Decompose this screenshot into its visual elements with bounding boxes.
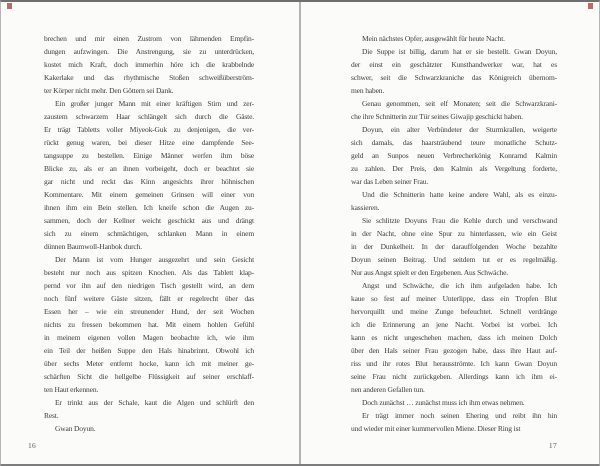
text-line: ein Teil der heißen Suppe den Hals hinabrinnt. Obwohl ich — [44, 346, 254, 355]
text-line: men haben. — [351, 86, 385, 95]
text-line: ten Haut erkennen. — [44, 385, 99, 394]
text-line: Blicke zu, als er an ihnen vorbeigeht, doch er beachtet sie — [44, 164, 254, 173]
text-line: Doyun, ein alter Verbündeter der Sturmkrallen, weigerte — [362, 125, 557, 134]
text-line: schwer, seit die Schwarzkraniche das Königreich übernom- — [351, 73, 557, 82]
text-line: Sie schlitzte Doyuns Frau die Kehle durch und verschwand — [362, 216, 557, 225]
text-line: Genau genommen, seit elf Monaten; seit die Schwarzkrani- — [362, 99, 557, 108]
text-line: dungen aufzwingen. Die Anstrengung, sie zu unterdrücken, — [44, 47, 254, 56]
text-line: kann es nicht ungeschehen machen, dass ich meinen Dolch — [351, 333, 557, 342]
text-line: in der Nacht, ohne eine Spur zu hinterlassen, wie ein Geist — [351, 229, 557, 238]
text-line: dünnen Baumwoll-Hanbok durch. — [44, 242, 142, 251]
text-line: gar nicht und reckt das Kinn angesichts ihrer höhnischen — [44, 177, 254, 186]
text-line: sammen, doch der Kellner weicht geschickt aus und drängt — [44, 216, 254, 225]
text-line: der einst ein geschätzter Kunsthandwerker war, hat es — [351, 60, 557, 69]
page-number-left: 16 — [28, 441, 37, 450]
text-line: Er trägt immer noch seinen Ehering und reibt ihn hin — [362, 411, 557, 420]
text-line: nen anderen Gefallen tun. — [351, 385, 425, 394]
text-line: war das Leben seiner Frau. — [351, 177, 429, 186]
text-line: noch fünf weitere Gäste sitzen, fällt er regelrecht über das — [44, 294, 254, 303]
text-line: Kakerlake und das rhythmische Stoßen schweißüberström- — [44, 73, 254, 82]
text-line: über den Hals seiner Frau gezogen habe, dass ihre Haut auf- — [351, 346, 557, 355]
text-line: Essen her – wie ein streunender Hund, der seit Wochen — [44, 307, 254, 316]
text-line: tangsuppe zu bestellen. Einige Männer werfen ihm böse — [44, 151, 254, 160]
text-line: sich damals, das haarsträubend teure monatliche Schutz- — [351, 138, 557, 147]
text-line: seine Frau nicht zurückgeben. Allerdings kann ich ihm ei- — [351, 372, 557, 381]
text-line: geld an Sunpos neuen Verbrecherkönig Konrarnd Kalmin — [351, 151, 557, 160]
text-line: kostet mich Kraft, doch immerhin höre ich die krabbelnde — [44, 60, 254, 69]
text-line: Kommentare. Mit einem gemeinen Grinsen will einer von — [44, 190, 254, 199]
text-line: kaue so fest auf meiner Unterlippe, dass ein Tropfen Blut — [351, 294, 557, 303]
page-left — [1, 2, 299, 464]
text-line: Er trägt Tabletts voller Miyeok-Guk zu denjenigen, die ver- — [44, 125, 254, 134]
page-right-text — [301, 2, 599, 435]
text-line: Rest. — [44, 411, 59, 420]
text-line: sich zu einem schmächtigen, schlanken Mann in einem — [44, 229, 254, 238]
text-line: Gwan Doyun. — [55, 424, 96, 433]
page-left-text — [1, 2, 299, 435]
text-line: Der Mann ist vom Hunger ausgezehrt und sein Gesicht — [55, 255, 254, 264]
text-line: nichts zu fressen bekommen hat. Mit einem hohlen Gefühl — [44, 320, 254, 329]
text-line: Die Suppe ist billig, darum hat er sie bestellt. Gwan Doyun, — [362, 47, 557, 56]
text-line: che ihre Schnitterin zur Tür seines Giwajip geschickt haben. — [351, 112, 523, 121]
text-line: zu zahlen. Der Preis, den Kalmin als Vergeltung forderte, — [351, 164, 557, 173]
text-line: schärften Sicht die hellgelbe Flüssigkeit auf seiner erschlaff- — [44, 372, 254, 381]
text-line: Angst und Schwäche, die ich ihm aufgeladen habe. Ich — [362, 281, 557, 290]
red-corner-mark-left — [7, 3, 12, 9]
text-line: ihnen ihm ein Bein stellen. Ich kneife schon die Augen zu- — [44, 203, 254, 212]
text-line: zaustem schwarzem Haar schlängelt sich durch die Gäste. — [44, 112, 254, 121]
text-line: riss und ihr rotes Blut herausströmte. Ich kann Gwan Doyun — [351, 359, 557, 368]
text-line: Ein großer junger Mann mit einer kräftigen Stirn und zer- — [55, 99, 254, 108]
text-line: pernd vor ihn auf den niedrigen Tisch gestellt wird, an dem — [44, 281, 254, 290]
text-line: ter Körper nicht mehr. Den Göttern sei Dank. — [44, 86, 174, 95]
page-right — [301, 2, 599, 464]
text-line: Mein nächstes Opfer, ausgewählt für heute Nacht. — [362, 34, 505, 43]
text-line: kassieren. — [351, 203, 380, 212]
text-line: hervorquillt und meine Zunge befeuchtet. Schnell verdränge — [351, 307, 557, 316]
text-line: ich die Erinnerung an jene Nacht. Vorbei ist vorbei. Ich — [351, 320, 557, 329]
text-line: brechen und mir einen Zustrom von lähmenden Empfin- — [44, 34, 254, 43]
text-line: besteht nur noch aus spitzen Knochen. Als das Tablett klap- — [44, 268, 254, 277]
text-line: in der Dunkelheit. In der darauffolgenden Woche bezahlte — [351, 242, 557, 251]
text-line: Nur aus Angst spielt er den Ergebenen. Aus Schwäche. — [351, 268, 509, 277]
text-line: Er trinkt aus der Schale, kaut die Algen und schlürft den — [55, 398, 254, 407]
text-line: rückt genug waren, bei dieser Hitze eine dampfende See- — [44, 138, 254, 147]
text-line: in meinem eigenen vollen Magen beobachte ich, wie ihm — [44, 333, 254, 342]
text-line: über sechs Meter entfernt hocke, kann ich mit meiner ge- — [44, 359, 254, 368]
red-corner-mark-right — [588, 3, 593, 9]
page-number-right: 17 — [548, 441, 557, 450]
text-line: Doch zunächst … zunächst muss ich ihm etwas nehmen. — [362, 398, 525, 407]
text-line: und wieder mit einer kummervollen Miene. Dieser Ring ist — [351, 424, 521, 433]
text-line: Doyun seinen Beitrag. Und seitdem tut er es regelmäßig. — [351, 255, 557, 264]
text-line: Und die Schnitterin hatte keine andere Wahl, als es einzu- — [362, 190, 557, 199]
